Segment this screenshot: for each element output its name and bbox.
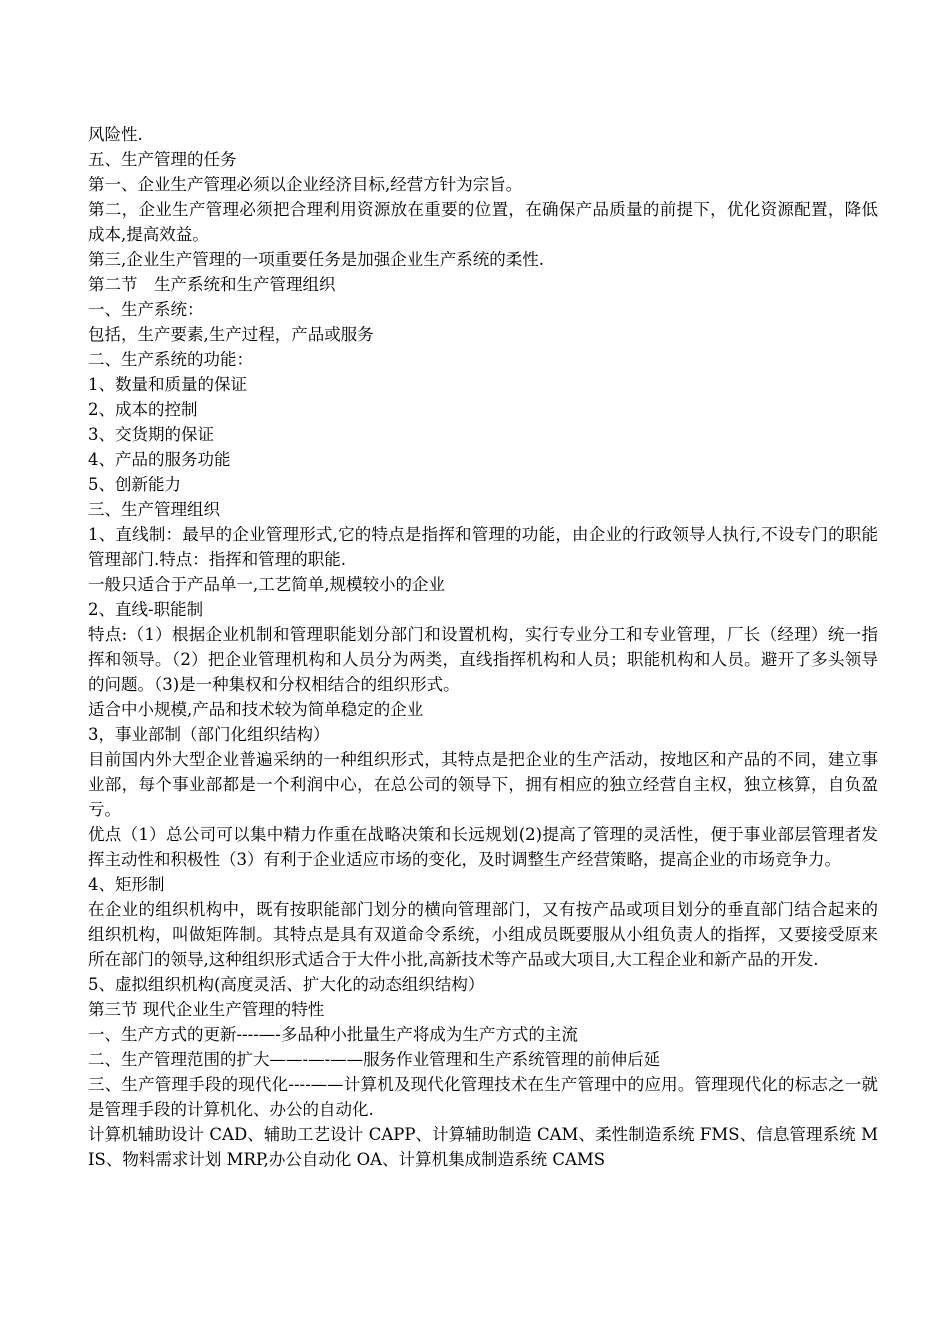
paragraph: 风险性. [88,125,143,144]
section-heading: 第三节 现代企业生产管理的特性 [88,1000,325,1019]
paragraph: 一般只适合于产品单一,工艺简单,规模较小的企业 [88,575,445,594]
paragraph: 计算机辅助设计 CAD、辅助工艺设计 CAPP、计算辅助制造 CAM、柔性制造系统 FMS、信息管理系统 MIS、物料需求计划 MRP,办公自动化 OA、计算机集成制造系统 CAMS [88,1125,878,1169]
section-heading: 三、生产管理组织 [88,500,220,519]
list-item: 3，事业部制（部门化组织结构） [88,725,330,744]
paragraph: 目前国内外大型企业普遍采纳的一种组织形式，其特点是把企业的生产活动，按地区和产品的不同，建立事业部，每个事业部都是一个利润中心，在总公司的领导下，拥有相应的独立经营自主权，独立核算，自负盈亏。 [88,750,878,819]
section-heading: 五、生产管理的任务 [88,150,237,169]
paragraph: 二、生产管理范围的扩大——-—-——服务作业管理和生产系统管理的前伸后延 [88,1050,661,1069]
section-heading: 第二节 生产系统和生产管理组织 [88,275,336,294]
list-item: 1、数量和质量的保证 [88,375,247,394]
paragraph: 在企业的组织机构中，既有按职能部门划分的横向管理部门，又有按产品或项目划分的垂直部门结合起来的组织机构，叫做矩阵制。其特点是具有双道命令系统，小组成员既要服从小组负责人的指挥，又要接受原来所在部门的领导,这种组织形式适合于大件小批,高新技术等产品或大项目,大工程企业和新产品的开发. [88,900,878,969]
paragraph: 一、生产方式的更新----—-多品种小批量生产将成为生产方式的主流 [88,1025,578,1044]
section-heading: 一、生产系统： [88,300,204,319]
list-item: 5、虚拟组织机构(高度灵活、扩大化的动态组织结构） [88,975,485,994]
paragraph: 特点:（1）根据企业机制和管理职能划分部门和设置机构，实行专业分工和专业管理，厂长（经理）统一指挥和领导。（2）把企业管理机构和人员分为两类，直线指挥机构和人员；职能机构和人员。避开了多头领导的问题。（3)是一种集权和分权相结合的组织形式。 [88,625,878,694]
list-item: 3、交货期的保证 [88,425,214,444]
section-heading: 二、生产系统的功能： [88,350,253,369]
paragraph: 优点（1）总公司可以集中精力作重在战略决策和长远规划(2)提高了管理的灵活性，便于事业部层管理者发挥主动性和积极性（3）有利于企业适应市场的变化，及时调整生产经营策略，提高企业的市场竞争力。 [88,825,878,869]
paragraph: 第二，企业生产管理必须把合理利用资源放在重要的位置，在确保产品质量的前提下，优化资源配置，降低成本,提高效益。 [88,200,878,244]
paragraph: 1、直线制：最早的企业管理形式,它的特点是指挥和管理的功能，由企业的行政领导人执行,不设专门的职能管理部门.特点：指挥和管理的职能. [88,525,878,569]
paragraph: 适合中小规模,产品和技术较为简单稳定的企业 [88,700,424,719]
list-item: 2、成本的控制 [88,400,198,419]
paragraph: 三、生产管理手段的现代化----——计算机及现代化管理技术在生产管理中的应用。管理现代化的标志之一就是管理手段的计算机化、办公的自动化. [88,1075,878,1119]
paragraph: 第一、企业生产管理必须以企业经济目标,经营方针为宗旨。 [88,175,523,194]
list-item: 2、直线-职能制 [88,600,204,619]
document-body [88,122,878,1172]
list-item: 5、创新能力 [88,475,181,494]
list-item: 4、产品的服务功能 [88,450,231,469]
list-item: 4、矩形制 [88,875,165,894]
paragraph: 包括，生产要素,生产过程，产品或服务 [88,325,374,344]
paragraph: 第三,企业生产管理的一项重要任务是加强企业生产系统的柔性. [88,250,544,269]
